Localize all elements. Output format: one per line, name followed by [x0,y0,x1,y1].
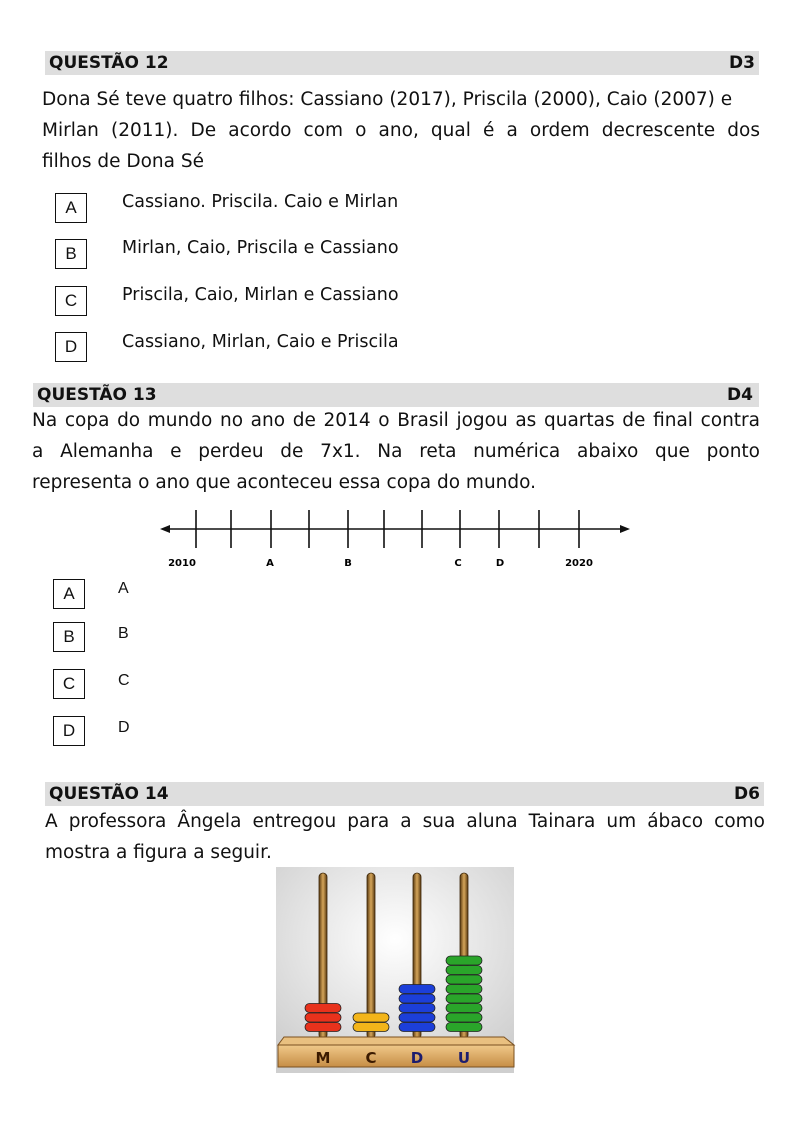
abacus-bead [446,985,482,994]
q13-option-d[interactable] [53,716,130,746]
option-letter-box[interactable]: A [55,193,87,223]
statement-line: Dona Sé teve quatro filhos: Cassiano (2017), Priscila (2000), Caio (2007) e [42,89,733,110]
rod-label-u: U [457,1049,471,1067]
left-arrow-icon [160,525,170,533]
question-13-header [33,383,759,407]
abacus-bead [305,1013,341,1022]
abacus-bead [399,1023,435,1032]
option-text: D [118,719,130,736]
abacus-bead [446,956,482,965]
question-13-statement [32,405,760,498]
question-14-code: D6 [734,784,760,804]
rod-label-c: C [365,1049,377,1067]
q12-option-d[interactable] [55,332,399,362]
question-14-title: QUESTÃO 14 [49,784,169,804]
abacus-bead [305,1004,341,1013]
question-13-code: D4 [727,385,753,405]
rod-label-m: M [315,1049,331,1067]
abacus-base [278,1045,514,1067]
abacus-bead [446,966,482,975]
option-text: B [118,625,129,642]
question-12-code: D3 [729,53,755,73]
question-13-title: QUESTÃO 13 [37,385,157,405]
option-text: Mirlan, Caio, Priscila e Cassiano [122,238,399,258]
option-letter-box[interactable]: C [53,669,85,699]
option-letter-box[interactable]: C [55,286,87,316]
q13-option-b[interactable] [53,622,129,652]
statement-line: a Alemanha e perdeu de 7x1. Na reta numérica abaixo que ponto [32,441,760,462]
statement-line: mostra a figura a seguir. [45,842,272,863]
abacus-bead [305,1023,341,1032]
abacus-figure [276,867,520,1073]
abacus-bead [446,975,482,984]
number-line-point-a: A [266,558,274,569]
number-line-point-d: D [495,558,505,569]
option-letter-box[interactable]: D [53,716,85,746]
option-letter-box[interactable]: A [53,579,85,609]
q12-option-c[interactable] [55,286,399,316]
question-12-statement [42,84,760,177]
abacus-bead [399,985,435,994]
abacus-bead [446,994,482,1003]
option-letter-box[interactable]: B [53,622,85,652]
statement-line: Na copa do mundo no ano de 2014 o Brasil jogou as quartas de final contra [32,410,760,431]
number-line-point-c: C [454,558,462,569]
question-14-header [45,782,764,806]
option-text: Cassiano, Mirlan, Caio e Priscila [122,332,399,352]
abacus-bead [353,1023,389,1032]
option-text: Cassiano. Priscila. Caio e Mirlan [122,192,399,212]
statement-line: filhos de Dona Sé [42,151,204,172]
number-line-start-label: 2010 [168,558,196,569]
rod-label-d: D [410,1049,424,1067]
question-12-header [45,51,759,75]
abacus-bead [399,994,435,1003]
right-arrow-icon [620,525,630,533]
abacus-bead [353,1013,389,1022]
q12-option-b[interactable] [55,239,399,269]
number-line-end-label: 2020 [565,558,593,569]
number-line-point-b: B [344,558,352,569]
abacus-bead [399,1013,435,1022]
number-line-figure [158,508,638,570]
statement-line: Mirlan (2011). De acordo com o ano, qual é a ordem decrescente dos [42,120,760,141]
statement-line: A professora Ângela entregou para a sua aluna Tainara um ábaco como [45,811,765,832]
option-letter-box[interactable]: D [55,332,87,362]
abacus-bead [446,1023,482,1032]
question-12-title: QUESTÃO 12 [49,53,169,73]
abacus-bead [446,1004,482,1013]
option-text: Priscila, Caio, Mirlan e Cassiano [122,285,399,305]
q13-option-c[interactable] [53,669,130,699]
q13-option-a[interactable] [53,579,129,609]
abacus-bead [399,1004,435,1013]
option-text: C [118,672,130,689]
abacus-bead [446,1013,482,1022]
q12-option-a[interactable] [55,193,398,223]
statement-line: representa o ano que aconteceu essa copa do mundo. [32,472,537,493]
question-14-statement [45,806,765,868]
abacus-base-top [278,1037,514,1045]
option-text: A [118,580,129,597]
option-letter-box[interactable]: B [55,239,87,269]
